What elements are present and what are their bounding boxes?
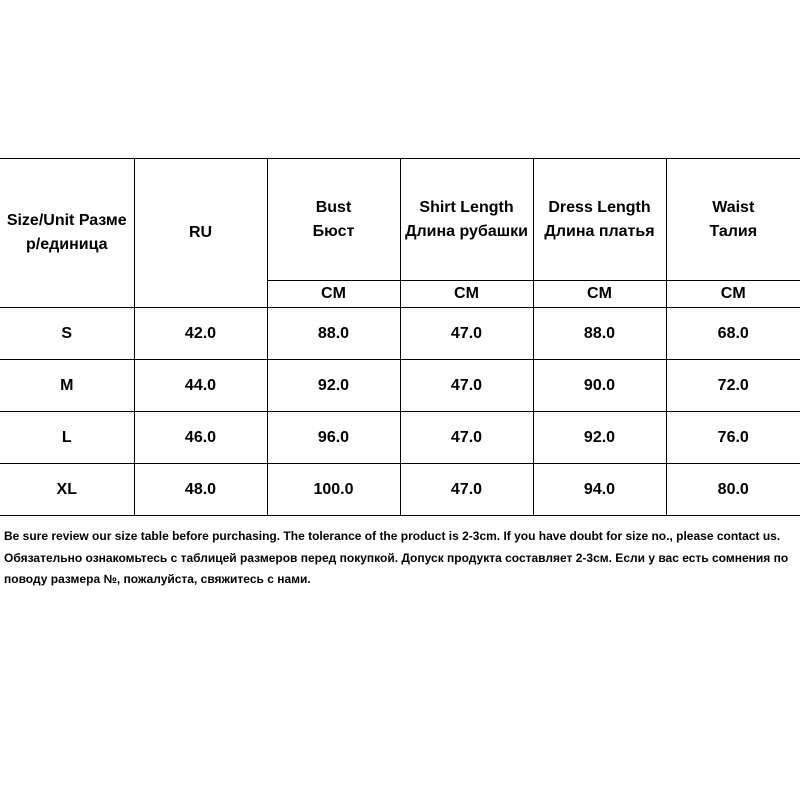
header-dress-length-ru: Длина платья bbox=[544, 222, 655, 240]
header-shirt-length bbox=[400, 159, 533, 281]
unit-shirt-length: CM bbox=[400, 281, 533, 308]
cell-dress-length: 94.0 bbox=[533, 464, 666, 516]
cell-waist: 80.0 bbox=[666, 464, 800, 516]
cell-size: L bbox=[0, 412, 134, 464]
note-english: Be sure review our size table before purchasing. The tolerance of the product is 2-3cm. If you have doubt for size no., please contact us. bbox=[4, 529, 781, 543]
cell-dress-length: 92.0 bbox=[533, 412, 666, 464]
cell-bust: 92.0 bbox=[267, 360, 400, 412]
header-shirt-length-ru: Длина рубашки bbox=[405, 222, 528, 240]
cell-dress-length: 88.0 bbox=[533, 308, 666, 360]
header-size-unit-text: Size/Unit Размер/единица bbox=[6, 212, 127, 253]
cell-size: M bbox=[0, 360, 134, 412]
cell-ru: 46.0 bbox=[134, 412, 267, 464]
cell-ru: 48.0 bbox=[134, 464, 267, 516]
cell-bust: 100.0 bbox=[267, 464, 400, 516]
cell-shirt-length: 47.0 bbox=[400, 308, 533, 360]
unit-waist: CM bbox=[666, 281, 800, 308]
table-row bbox=[0, 308, 800, 360]
header-waist-en: Waist bbox=[712, 198, 755, 216]
size-notes bbox=[4, 526, 800, 591]
table-row bbox=[0, 360, 800, 412]
header-ru bbox=[134, 159, 267, 308]
cell-size: XL bbox=[0, 464, 134, 516]
note-russian: Обязательно ознакомьтесь с таблицей размеров перед покупкой. Допуск продукта составляет 2-3см. Если у вас есть сомнения по поводу размера №, пожалуйста, свяжитесь с нами. bbox=[4, 550, 789, 586]
header-size-unit bbox=[0, 159, 134, 308]
header-bust-en: Bust bbox=[315, 198, 352, 216]
cell-ru: 42.0 bbox=[134, 308, 267, 360]
header-waist-ru: Талия bbox=[709, 222, 758, 240]
cell-bust: 88.0 bbox=[267, 308, 400, 360]
unit-dress-length: CM bbox=[533, 281, 666, 308]
header-dress-length-en: Dress Length bbox=[548, 198, 651, 216]
size-chart-table bbox=[0, 158, 800, 516]
header-waist bbox=[666, 159, 800, 281]
header-ru-text: RU bbox=[188, 224, 213, 241]
header-dress-length bbox=[533, 159, 666, 281]
cell-shirt-length: 47.0 bbox=[400, 464, 533, 516]
cell-shirt-length: 47.0 bbox=[400, 360, 533, 412]
table-row bbox=[0, 412, 800, 464]
header-bust bbox=[267, 159, 400, 281]
cell-dress-length: 90.0 bbox=[533, 360, 666, 412]
cell-ru: 44.0 bbox=[134, 360, 267, 412]
cell-bust: 96.0 bbox=[267, 412, 400, 464]
unit-bust: CM bbox=[267, 281, 400, 308]
cell-waist: 68.0 bbox=[666, 308, 800, 360]
table-row bbox=[0, 464, 800, 516]
cell-size: S bbox=[0, 308, 134, 360]
header-bust-ru: Бюст bbox=[312, 222, 355, 240]
cell-shirt-length: 47.0 bbox=[400, 412, 533, 464]
cell-waist: 76.0 bbox=[666, 412, 800, 464]
header-shirt-length-en: Shirt Length bbox=[419, 198, 514, 216]
cell-waist: 72.0 bbox=[666, 360, 800, 412]
